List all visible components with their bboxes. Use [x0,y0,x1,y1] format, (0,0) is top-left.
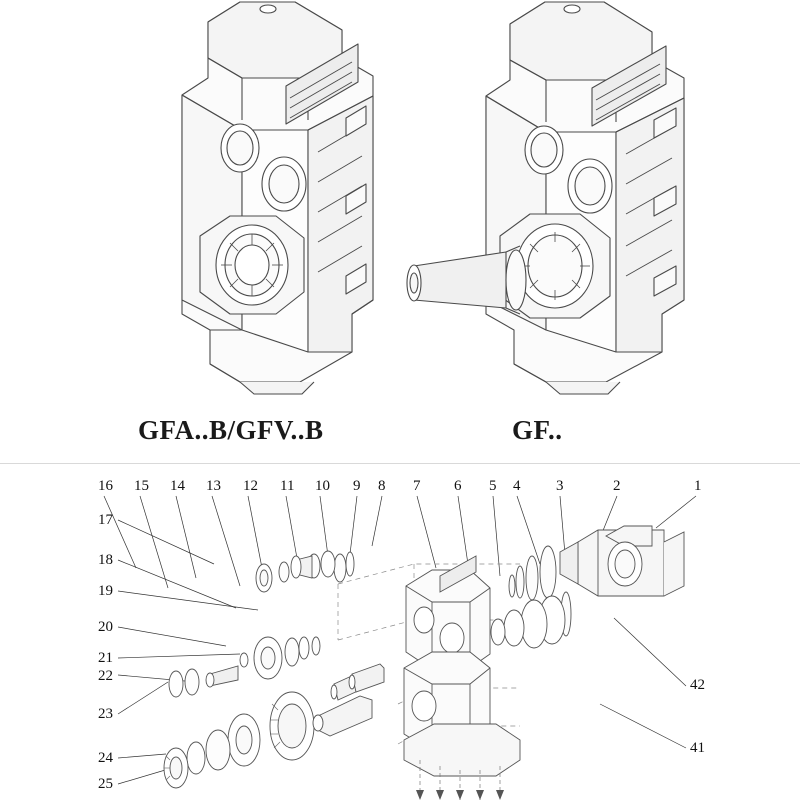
callout-22: 22 [98,668,113,684]
callout-42: 42 [690,677,705,693]
gear-unit-left-figure [90,0,390,400]
callout-14: 14 [170,478,185,494]
callout-5: 5 [489,478,497,494]
callout-15: 15 [134,478,149,494]
callout-4: 4 [513,478,521,494]
callout-9: 9 [353,478,361,494]
callout-16: 16 [98,478,113,494]
callout-7: 7 [413,478,421,494]
callout-12: 12 [243,478,258,494]
callout-17: 17 [98,512,113,528]
gear-unit-right-drawing [400,0,720,400]
section-divider [0,463,800,464]
callout-10: 10 [315,478,330,494]
callout-19: 19 [98,583,113,599]
callout-41: 41 [690,740,705,756]
callout-1: 1 [694,478,702,494]
figure-caption-right: GF.. [512,415,563,445]
callout-13: 13 [206,478,221,494]
gear-unit-left-drawing [90,0,390,400]
callout-20: 20 [98,619,113,635]
callout-8: 8 [378,478,386,494]
callout-6: 6 [454,478,462,494]
gear-unit-right-figure [400,0,720,400]
figure-caption-left: GFA..B/GFV..B [138,415,324,445]
callout-11: 11 [280,478,295,494]
callout-18: 18 [98,552,113,568]
callout-23: 23 [98,706,113,722]
callout-24: 24 [98,750,113,766]
callout-2: 2 [613,478,621,494]
exploded-assembly-view [0,468,800,800]
callout-25: 25 [98,776,113,792]
callout-21: 21 [98,650,113,666]
exploded-assembly-drawing [0,468,800,800]
callout-3: 3 [556,478,564,494]
